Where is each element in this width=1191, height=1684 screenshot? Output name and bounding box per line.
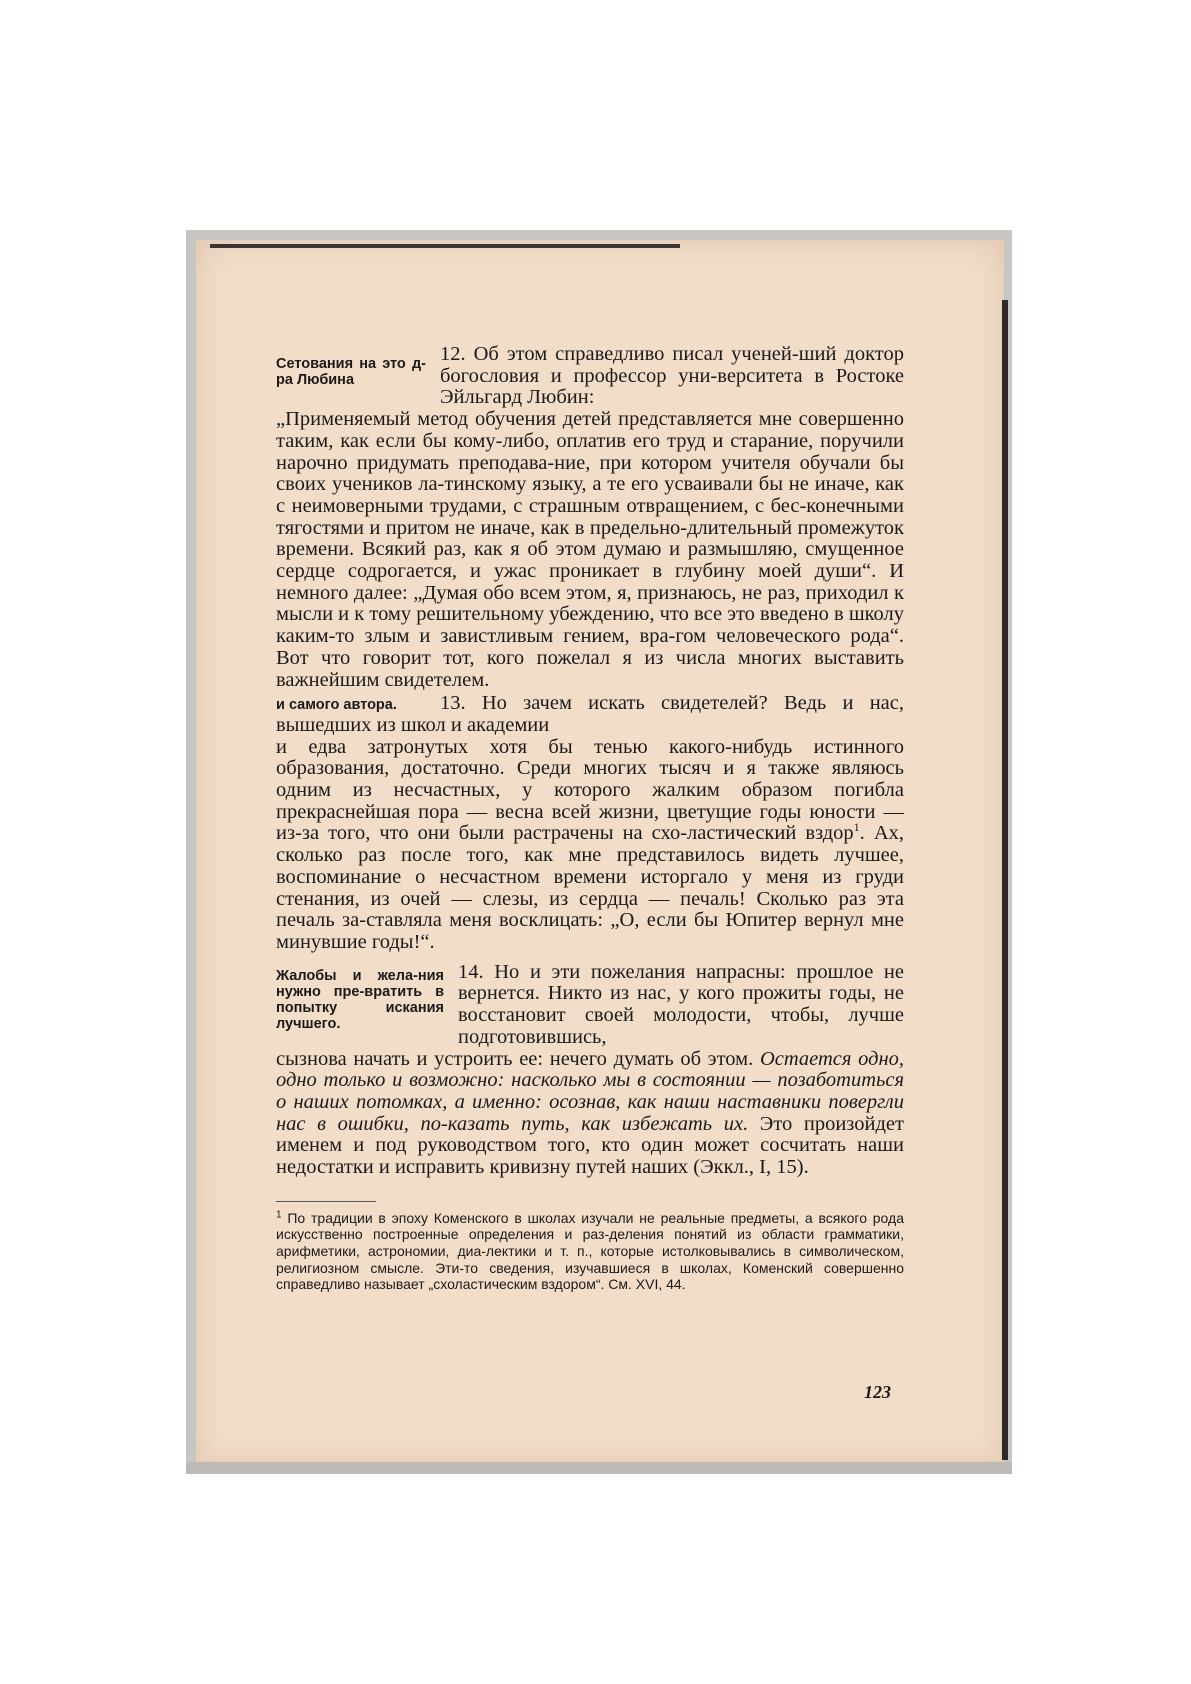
- footnote: [276, 1210, 904, 1293]
- paragraph-12: [276, 344, 904, 409]
- page-number: 123: [864, 1382, 891, 1402]
- paragraph-12-head: 12. Об этом справедливо писал ученей-ший доктор богословия и профессор уни-верситета в Ростоке Эйльгард Любин:: [440, 343, 904, 409]
- page-bottom-shade: [186, 1462, 1012, 1474]
- paragraph-14-plain: сызнова начать и устроить ее: нечего думать об этом.: [276, 1047, 754, 1070]
- page-right-edge: [1002, 300, 1008, 1460]
- paragraph-14: [276, 962, 904, 1049]
- page-top-edge: [210, 244, 680, 248]
- margin-note-wishes: Жалобы и жела-ния нужно пре-вратить в попытку искания лучшего.: [276, 967, 444, 1032]
- paragraph-14-head: 14. Но и эти пожелания напрасны: прошлое не вернется. Никто из нас, у кого прожиты годы, не восстановит своей молодости, чтобы, лучше подготовившись,: [458, 960, 904, 1048]
- footnote-marker: 1: [276, 1209, 282, 1221]
- footnote-ref: 1: [853, 820, 860, 835]
- paragraph-13-text: и едва затронутых хотя бы тенью какого-нибудь истинного образования, достаточно. Среди многих тысяч и я также являюсь одним из несчастных, у которого жалким образом погибла прекраснейшая пора — весна всей жизни, цветущие годы юности — из-за того, что они были растрачены на схо-ластический вздор: [276, 735, 904, 845]
- paragraph-14-body: [276, 1049, 904, 1179]
- paragraph-13-head: 13. Но зачем искать свидетелей? Ведь и нас, вышедших из школ и академии: [276, 692, 904, 736]
- paragraph-13: [276, 693, 904, 736]
- footnote-text: По традиции в эпоху Коменского в школах изучали не реальные предметы, а всякого рода искусственно построенные определения и раз-деления понятий из области грамматики, арифметики, астрономии, диа-лектики и т. п., которые истолковывались в символическом, религиозном смысле. Эти-то сведения, изучавшиеся в школах, Коменский совершенно справедливо называет „схоластическим вздором“. См. XVI, 44.: [276, 1209, 904, 1293]
- paragraph-12-body: „Применяемый метод обучения детей представляется мне совершенно таким, как если бы кому-либо, оплатив его труд и старание, поручили нарочно придумать преподава-ние, при котором учителя обучали бы своих учеников ла-тинскому языку, а те его усваивали бы не иначе, как с неимоверными трудами, с страшным отвращением, с бес-конечными тягостями и притом не иначе, как в предельно-длительный промежуток времени. Всякий раз, как я об этом думаю и размышляю, смущенное сердце содрогается, и ужас проникает в глубину моей души“. И немного далее: „Думая обо всем этом, я, признаюсь, не раз, приходил к мысли и к тому решительному убеждению, что все это введено в школу каким-то злым и завистливым гением, вра-гом человеческого рода“. Вот что говорит тот, кого пожелал я из числа многих выставить важнейшим свидетелем.: [276, 408, 904, 691]
- paragraph-14-tail: Это произойдет именем и под руководством того, кто один может сосчитать наши недостатки и исправить кривизну путей наших (Эккл., I, 15).: [276, 1112, 904, 1179]
- main-text: [276, 344, 904, 1293]
- footnote-divider: [276, 1201, 376, 1202]
- margin-note-author: и самого автора.: [276, 697, 397, 714]
- paragraph-13-body: [276, 737, 904, 954]
- paragraph-14-italic: Остается одно, одно только и возможно: насколько мы в состоянии — позаботиться о наших потомках, а именно: осознав, как наши наставники повергли нас в ошибки, по-казать путь, как избежать их.: [276, 1047, 904, 1135]
- margin-note-lubin: Сетования на это д-ра Любина: [276, 356, 426, 388]
- paragraph-13-tail: . Ах, сколько раз после того, как мне представилось видеть лучшее, воспоминание о несчастном времени исторгало у меня из груди стенания, из очей — слезы, из сердца — печаль! Сколько раз эта печаль за-ставляла меня восклицать: „О, если бы Юпитер вернул мне минувшие годы!“.: [276, 822, 904, 953]
